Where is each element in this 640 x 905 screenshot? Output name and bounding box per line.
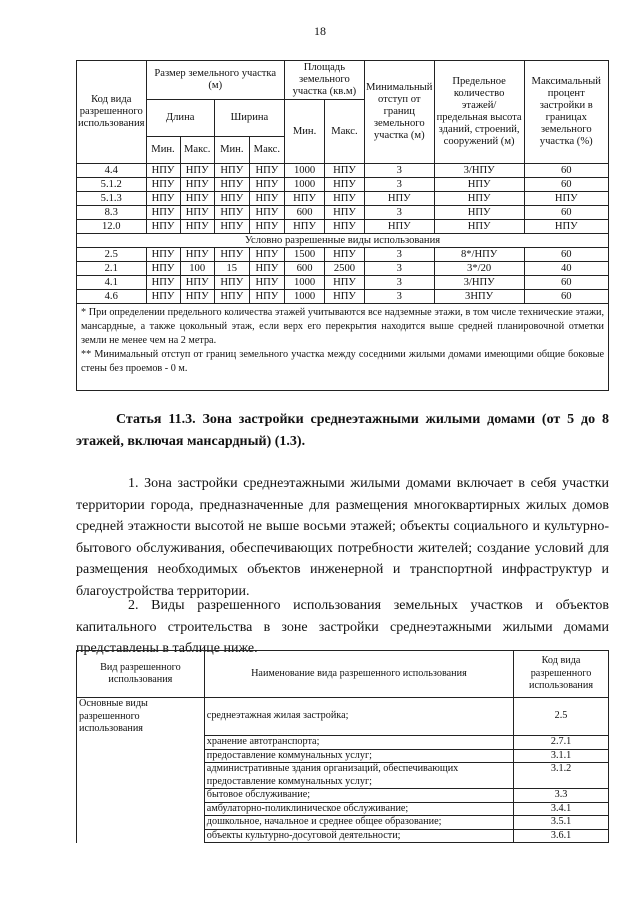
table-cell: НПУ: [180, 220, 214, 234]
note-offset: ** Минимальный отступ от границ земельного участка между соседними жилыми домами имеющими общие боковые стены без проемов - 0 м.: [81, 349, 604, 374]
table-cell: НПУ: [325, 192, 365, 206]
table-cell: НПУ: [214, 192, 249, 206]
header-length: Длина: [146, 100, 214, 137]
permitted-use-row: [77, 829, 609, 843]
table-cell: НПУ: [434, 206, 524, 220]
use-name: объекты культурно-досуговой деятельности;: [204, 829, 513, 843]
header-min-offset: Минимальный отступ от границ земельного участка (м): [364, 61, 434, 164]
table-cell: 3: [364, 178, 434, 192]
table-cell: 600: [284, 206, 324, 220]
table-cell: НПУ: [325, 276, 365, 290]
header-area: Площадь земельного участка (кв.м): [284, 61, 364, 100]
permitted-use-row: [77, 789, 609, 803]
table-cell: НПУ: [146, 164, 180, 178]
table-cell: НПУ: [325, 206, 365, 220]
use-code: 2.7.1: [514, 736, 609, 750]
table-cell: НПУ: [180, 276, 214, 290]
page-number: 18: [314, 24, 326, 38]
table-cell: 3: [364, 206, 434, 220]
use-code: 3.6.1: [514, 829, 609, 843]
main-use-row: [77, 206, 609, 220]
group-cell: [77, 829, 205, 843]
table-cell: 1000: [284, 164, 324, 178]
group-cell: [77, 736, 205, 750]
table-cell: 60: [524, 276, 609, 290]
table-cell: 3: [364, 276, 434, 290]
table-cell: 3: [364, 248, 434, 262]
use-code: 3.5.1: [514, 816, 609, 830]
table-cell: НПУ: [249, 192, 284, 206]
table-cell: 3НПУ: [434, 290, 524, 304]
table-cell: НПУ: [146, 290, 180, 304]
table-cell: 3: [364, 290, 434, 304]
table-cell: 1500: [284, 248, 324, 262]
article-title: Статья 11.3. Зона застройки среднеэтажными жилыми домами (от 5 до 8 этажей, включая мансардный) (1.3).: [76, 412, 609, 449]
header-plot-size: Размер земельного участка (м): [146, 61, 284, 100]
table-cell: 3*/20: [434, 262, 524, 276]
table-notes: [77, 304, 609, 391]
permitted-use-row: [77, 802, 609, 816]
table-cell: 3: [364, 164, 434, 178]
table-cell: 60: [524, 206, 609, 220]
table-cell: НПУ: [325, 164, 365, 178]
table-cell: НПУ: [284, 192, 324, 206]
table-cell: НПУ: [146, 192, 180, 206]
use-code: 3.1.1: [514, 749, 609, 763]
table-cell: НПУ: [434, 220, 524, 234]
group-cell: [77, 789, 205, 803]
use-name: амбулаторно-поликлиническое обслуживание;: [204, 802, 513, 816]
zone-parameters-table: [76, 60, 609, 391]
table-cell: 3/НПУ: [434, 276, 524, 290]
main-use-row: [77, 192, 609, 206]
table-cell: 8.3: [77, 206, 147, 220]
main-use-row: [77, 178, 609, 192]
permitted-use-row: [77, 698, 609, 736]
use-name: административные здания организаций, обеспечивающих предоставление коммунальных услуг;: [204, 763, 513, 789]
table-cell: 60: [524, 248, 609, 262]
table-cell: 15: [214, 262, 249, 276]
table-cell: 8*/НПУ: [434, 248, 524, 262]
header-use-name: Наименование вида разрешенного использования: [204, 651, 513, 698]
table-cell: НПУ: [146, 276, 180, 290]
permitted-use-row: [77, 749, 609, 763]
table-cell: НПУ: [434, 192, 524, 206]
table-cell: НПУ: [364, 220, 434, 234]
table-cell: НПУ: [214, 290, 249, 304]
header-width-max: Макс.: [249, 137, 284, 164]
table-cell: НПУ: [249, 262, 284, 276]
use-name: среднеэтажная жилая застройка;: [204, 698, 513, 736]
use-code: 3.3: [514, 789, 609, 803]
main-use-row: [77, 220, 609, 234]
table-cell: НПУ: [249, 164, 284, 178]
table-cell: НПУ: [325, 178, 365, 192]
table-cell: НПУ: [249, 290, 284, 304]
table-cell: НПУ: [524, 220, 609, 234]
table-cell: НПУ: [146, 262, 180, 276]
header-floors: Предельное количество этажей/ предельная высота зданий, строений, сооружений (м): [434, 61, 524, 164]
table-cell: НПУ: [214, 164, 249, 178]
main-use-row: [77, 164, 609, 178]
table-cell: НПУ: [146, 178, 180, 192]
header-length-min: Мин.: [146, 137, 180, 164]
header-use-type: Вид разрешенного использования: [77, 651, 205, 698]
table-cell: 2.1: [77, 262, 147, 276]
table-cell: НПУ: [325, 220, 365, 234]
group-cell: [77, 802, 205, 816]
header-max-percent: Максимальный процент застройки в границах земельного участка (%): [524, 61, 609, 164]
use-name: предоставление коммунальных услуг;: [204, 749, 513, 763]
table-cell: НПУ: [180, 248, 214, 262]
table-cell: НПУ: [180, 164, 214, 178]
note-floors: * При определении предельного количества этажей учитываются все надземные этажи, в том числе технические этажи, мансардные, а также цокольный этаж, если верх его перекрытия находится выше средней планировочной отметки земли не менее чем на 2 метра.: [81, 307, 604, 346]
use-name: хранение автотранспорта;: [204, 736, 513, 750]
permitted-use-row: [77, 736, 609, 750]
table-cell: 1000: [284, 178, 324, 192]
table-cell: НПУ: [214, 206, 249, 220]
table-cell: НПУ: [180, 178, 214, 192]
group-cell: [77, 763, 205, 789]
table-cell: 4.6: [77, 290, 147, 304]
table-cell: 60: [524, 290, 609, 304]
table-cell: 600: [284, 262, 324, 276]
table-cell: НПУ: [214, 220, 249, 234]
table-cell: 60: [524, 178, 609, 192]
table-cell: НПУ: [249, 220, 284, 234]
header-area-min: Мин.: [284, 100, 324, 164]
table-cell: НПУ: [146, 248, 180, 262]
table-cell: НПУ: [434, 178, 524, 192]
conditional-uses-title: Условно разрешенные виды использования: [77, 234, 609, 248]
table-cell: 40: [524, 262, 609, 276]
table-cell: НПУ: [214, 178, 249, 192]
table-cell: 2.5: [77, 248, 147, 262]
table-cell: НПУ: [249, 276, 284, 290]
conditional-use-row: [77, 276, 609, 290]
use-name: дошкольное, начальное и среднее общее образование;: [204, 816, 513, 830]
use-code: 3.4.1: [514, 802, 609, 816]
table-cell: 100: [180, 262, 214, 276]
table-cell: 5.1.3: [77, 192, 147, 206]
table-cell: НПУ: [214, 276, 249, 290]
table-cell: НПУ: [180, 290, 214, 304]
table-cell: НПУ: [325, 248, 365, 262]
use-code: 2.5: [514, 698, 609, 736]
table-cell: НПУ: [180, 206, 214, 220]
table-cell: 4.4: [77, 164, 147, 178]
group-cell: [77, 816, 205, 830]
conditional-use-row: [77, 290, 609, 304]
use-code: 3.1.2: [514, 763, 609, 789]
table-cell: НПУ: [146, 220, 180, 234]
permitted-use-row: [77, 763, 609, 789]
table-cell: 3: [364, 262, 434, 276]
article-paragraph-2: 2. Виды разрешенного использования земельных участков и объектов капитального строительства в зоне застройки среднеэтажными жилыми домами представлены в таблице ниже.: [76, 598, 609, 656]
permitted-use-row: [77, 816, 609, 830]
table-cell: НПУ: [180, 192, 214, 206]
use-name: бытовое обслуживание;: [204, 789, 513, 803]
conditional-use-row: [77, 248, 609, 262]
group-label: Основные виды разрешенного использования: [77, 698, 205, 736]
header-use-code: Код вида разрешенного использования: [514, 651, 609, 698]
header-width-min: Мин.: [214, 137, 249, 164]
table-cell: 12.0: [77, 220, 147, 234]
header-area-max: Макс.: [325, 100, 365, 164]
table-cell: 1000: [284, 290, 324, 304]
table-cell: НПУ: [249, 178, 284, 192]
table-cell: 4.1: [77, 276, 147, 290]
table-cell: НПУ: [214, 248, 249, 262]
header-width: Ширина: [214, 100, 284, 137]
table-cell: 2500: [325, 262, 365, 276]
table-cell: 1000: [284, 276, 324, 290]
table-cell: НПУ: [364, 192, 434, 206]
table-cell: НПУ: [325, 290, 365, 304]
permitted-uses-table: [76, 650, 609, 843]
table-cell: НПУ: [249, 206, 284, 220]
table-cell: НПУ: [524, 192, 609, 206]
conditional-use-row: [77, 262, 609, 276]
table-cell: 60: [524, 164, 609, 178]
table-cell: 5.1.2: [77, 178, 147, 192]
table-cell: НПУ: [249, 248, 284, 262]
table-cell: НПУ: [284, 220, 324, 234]
header-code: Код вида разрешенного использования: [77, 61, 147, 164]
table-cell: НПУ: [146, 206, 180, 220]
article-paragraph-1: 1. Зона застройки среднеэтажными жилыми домами включает в себя участки территории города, предназначенные для размещения многоквартирных жилых домов средней этажности высотой не выше восьми этажей; объекты социального и культурно-бытового обслуживания, обеспечивающих потребности жителей; создание условий для размещения необходимых объектов инженерной и транспортной инфраструктур и благоустройства территории.: [76, 476, 609, 599]
header-length-max: Макс.: [180, 137, 214, 164]
group-cell: [77, 749, 205, 763]
table-cell: 3/НПУ: [434, 164, 524, 178]
